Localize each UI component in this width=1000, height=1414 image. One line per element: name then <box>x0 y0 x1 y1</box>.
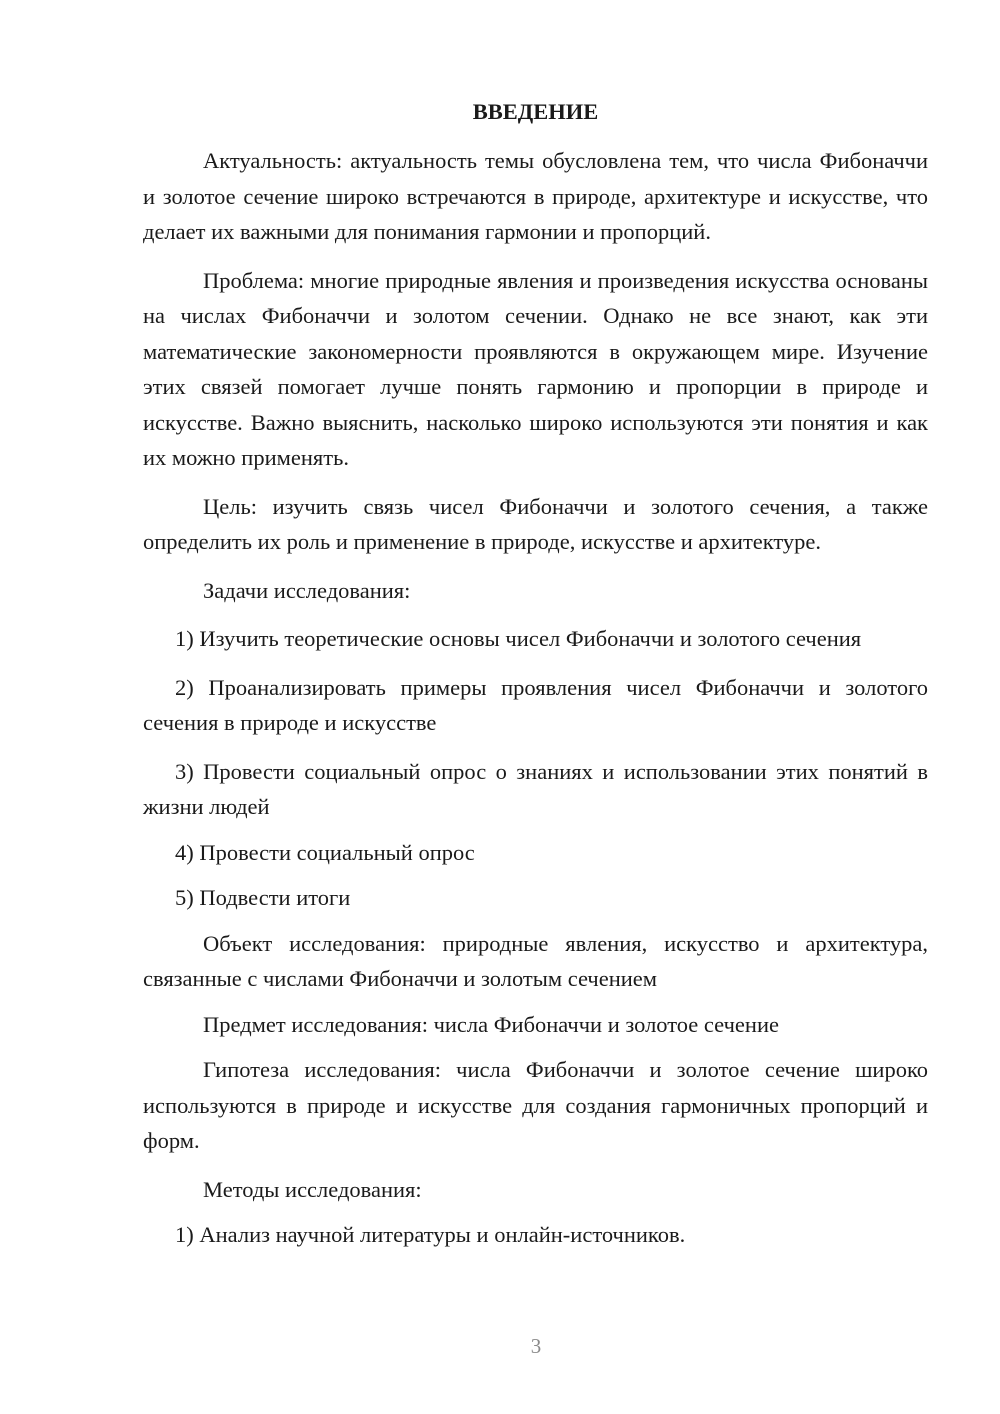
section-title: ВВЕДЕНИЕ <box>472 99 599 124</box>
task-item: 4) Провести социальный опрос <box>175 839 475 865</box>
object-paragraph: Объект исследования: природные явления, искусство и архитектура, связанные с числами Фибоначчи и золотым сечением <box>143 930 928 991</box>
problem-paragraph: Проблема: многие природные явления и произведения искусства основаны на числах Фибоначчи и золотом сечении. Однако не все знают, как эти математические закономерности проявляются в окружающем мире. Изучение этих связей помогает лучше понять гармонию и пропорции в природе и искусстве. Важно выяснить, насколько широко используются эти понятия и как их можно применять. <box>143 267 928 470</box>
task-item: 1) Изучить теоретические основы чисел Фибоначчи и золотого сечения <box>175 626 862 651</box>
method-item: 1) Анализ научной литературы и онлайн-источников. <box>175 1222 686 1247</box>
task-item: 2) Проанализировать примеры проявления чисел Фибоначчи и золотого сечения в природе и искусстве <box>143 674 928 735</box>
page-content <box>143 96 928 1263</box>
goal-paragraph: Цель: изучить связь чисел Фибоначчи и золотого сечения, а также определить их роль и применение в природе, искусстве и архитектуре. <box>143 493 928 554</box>
subject-paragraph: Предмет исследования: числа Фибоначчи и золотое сечение <box>203 1011 779 1037</box>
page-number: 3 <box>530 1334 542 1358</box>
hypothesis-paragraph: Гипотеза исследования: числа Фибоначчи и золотое сечение широко используются в природе и искусстве для создания гармоничных пропорций и форм. <box>143 1057 928 1153</box>
relevance-paragraph: Актуальность: актуальность темы обусловлена тем, что числа Фибоначчи и золотое сечение широко встречаются в природе, архитектуре и искусстве, что делает их важными для понимания гармонии и пропорций. <box>143 148 928 244</box>
methods-heading: Методы исследования: <box>203 1176 422 1202</box>
task-item: 3) Провести социальный опрос о знаниях и использовании этих понятий в жизни людей <box>143 758 928 819</box>
tasks-heading: Задачи исследования: <box>203 577 411 603</box>
task-item: 5) Подвести итоги <box>175 885 351 910</box>
